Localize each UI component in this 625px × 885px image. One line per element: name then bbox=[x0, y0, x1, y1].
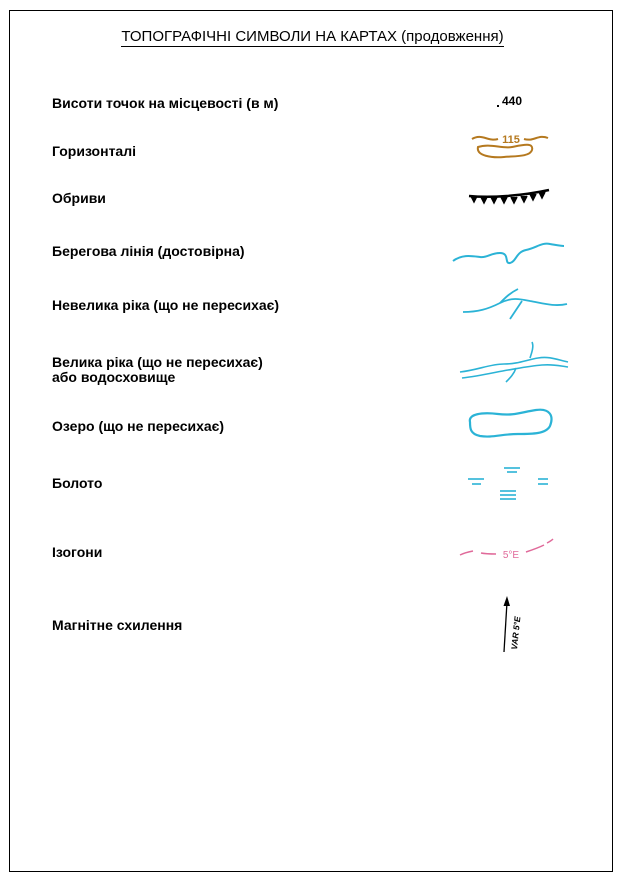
label-coastline: Берегова лінія (достовірна) bbox=[52, 243, 245, 259]
contour-line-icon bbox=[468, 130, 552, 166]
cliff-icon bbox=[466, 186, 552, 206]
lake-icon bbox=[462, 406, 556, 442]
label-magnetic-declination: Магнітне схилення bbox=[52, 617, 183, 633]
magnetic-declination-arrow-icon bbox=[494, 594, 530, 656]
magnetic-declination-value: VAR 5°E bbox=[509, 615, 523, 651]
swamp-icon bbox=[464, 463, 554, 505]
isogonic-line-icon bbox=[456, 536, 558, 564]
label-swamp: Болото bbox=[52, 475, 103, 491]
spot-height-value: 440 bbox=[502, 94, 523, 108]
spot-height-icon bbox=[497, 105, 499, 107]
label-isogonic: Ізогони bbox=[52, 544, 103, 560]
small-river-icon bbox=[460, 285, 570, 323]
label-large-river-line2: або водосховище bbox=[52, 369, 176, 385]
label-lake: Озеро (що не пересихає) bbox=[52, 418, 225, 434]
page-title: ТОПОГРАФІЧНІ СИМВОЛИ НА КАРТАХ (продовження) bbox=[121, 28, 504, 45]
coastline-icon bbox=[450, 236, 568, 268]
label-spot-heights: Висоти точок на місцевості (в м) bbox=[52, 95, 279, 111]
label-small-river: Невелика ріка (що не пересихає) bbox=[52, 297, 280, 313]
isogonic-value: 5°E bbox=[502, 550, 520, 561]
label-cliffs: Обриви bbox=[52, 190, 106, 206]
label-large-river: Велика ріка (що не пересихає) bbox=[52, 354, 263, 370]
contour-value: 115 bbox=[502, 134, 520, 146]
large-river-icon bbox=[456, 340, 572, 386]
label-contours: Горизонталі bbox=[52, 143, 136, 159]
